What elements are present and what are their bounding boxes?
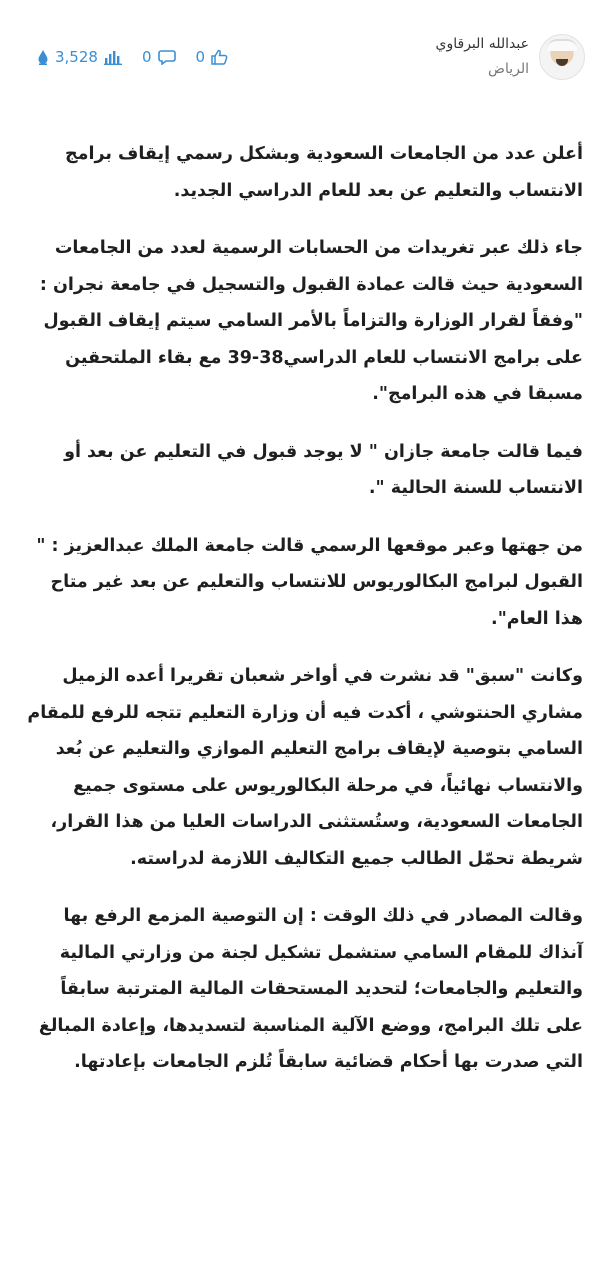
author-info bbox=[436, 34, 529, 82]
author-city: الرياض bbox=[488, 61, 529, 77]
author-avatar[interactable] bbox=[539, 34, 585, 80]
comment-icon bbox=[158, 49, 176, 65]
article-paragraph: فيما قالت جامعة جازان " لا يوجد قبول في التعليم عن بعد أو الانتساب للسنة الحالية ". bbox=[64, 441, 583, 498]
author-name[interactable]: عبدالله البرقاوي bbox=[435, 36, 529, 52]
article-paragraph: وكانت "سبق" قد نشرت في أواخر شعبان تقريرا أعده الزميل مشاري الحنتوشي ، أكدت فيه أن وزارة التعليم تتجه للرفع للمقام السامي بتوصية لإيقاف برامج التعليم الموازي والتعليم عن بُعد والانتساب نهائياً، في مرحلة البكالوريوس على مستوى جميع الجامعات السعودية، وستُستثنى الدراسات العليا من هذا القرار، شريطة تحمّل الطالب جميع التكاليف اللازمة لدراسته. bbox=[27, 666, 583, 869]
article-paragraph: وقالت المصادر في ذلك الوقت : إن التوصية المزمع الرفع بها آنذاك للمقام السامي ستشمل تشكيل لجنة من وزارتي المالية والتعليم والجامعات؛ لتحديد المستحقات المالية المترتبة سابقاً على تلك البرامج، ووضع الآلية المناسبة لتسديدها، وإعادة المبالغ التي صدرت بها أحكام قضائية سابقاً تُلزم الجامعات بإعادتها. bbox=[38, 906, 583, 1072]
article-header bbox=[0, 0, 603, 110]
article-body bbox=[22, 136, 583, 1102]
drop-icon bbox=[37, 49, 49, 65]
likes-stat[interactable] bbox=[193, 48, 232, 66]
views-stat bbox=[34, 48, 125, 66]
article-paragraph: أعلن عدد من الجامعات السعودية وبشكل رسمي إيقاف برامج الانتساب والتعليم عن بعد للعام الدراسي الجديد. bbox=[65, 144, 583, 201]
article-paragraph: جاء ذلك عبر تغريدات من الحسابات الرسمية لعدد من الجامعات السعودية حيث قالت عمادة القبول والتسجيل في جامعة نجران : "وفقاً لقرار الوزارة والتزاماً بالأمر السامي سيتم إيقاف القبول على برامج الانتساب للعام الدراسي38-39 مع بقاء الملتحقين مسبقا في هذه البرامج". bbox=[39, 238, 583, 404]
bar-chart-icon bbox=[104, 49, 122, 65]
author-block[interactable] bbox=[436, 34, 585, 82]
article-stats bbox=[34, 48, 245, 66]
comments-count: 0 bbox=[141, 48, 152, 66]
thumbs-up-icon[interactable] bbox=[211, 49, 228, 65]
article-paragraph: من جهتها وعبر موقعها الرسمي قالت جامعة الملك عبدالعزيز : " القبول لبرامج البكالوريوس للانتساب والتعليم عن بعد غير متاح هذا العام". bbox=[36, 535, 583, 629]
views-count: 3,528 bbox=[55, 48, 98, 66]
comments-stat[interactable] bbox=[139, 48, 179, 66]
likes-count: 0 bbox=[195, 48, 206, 66]
